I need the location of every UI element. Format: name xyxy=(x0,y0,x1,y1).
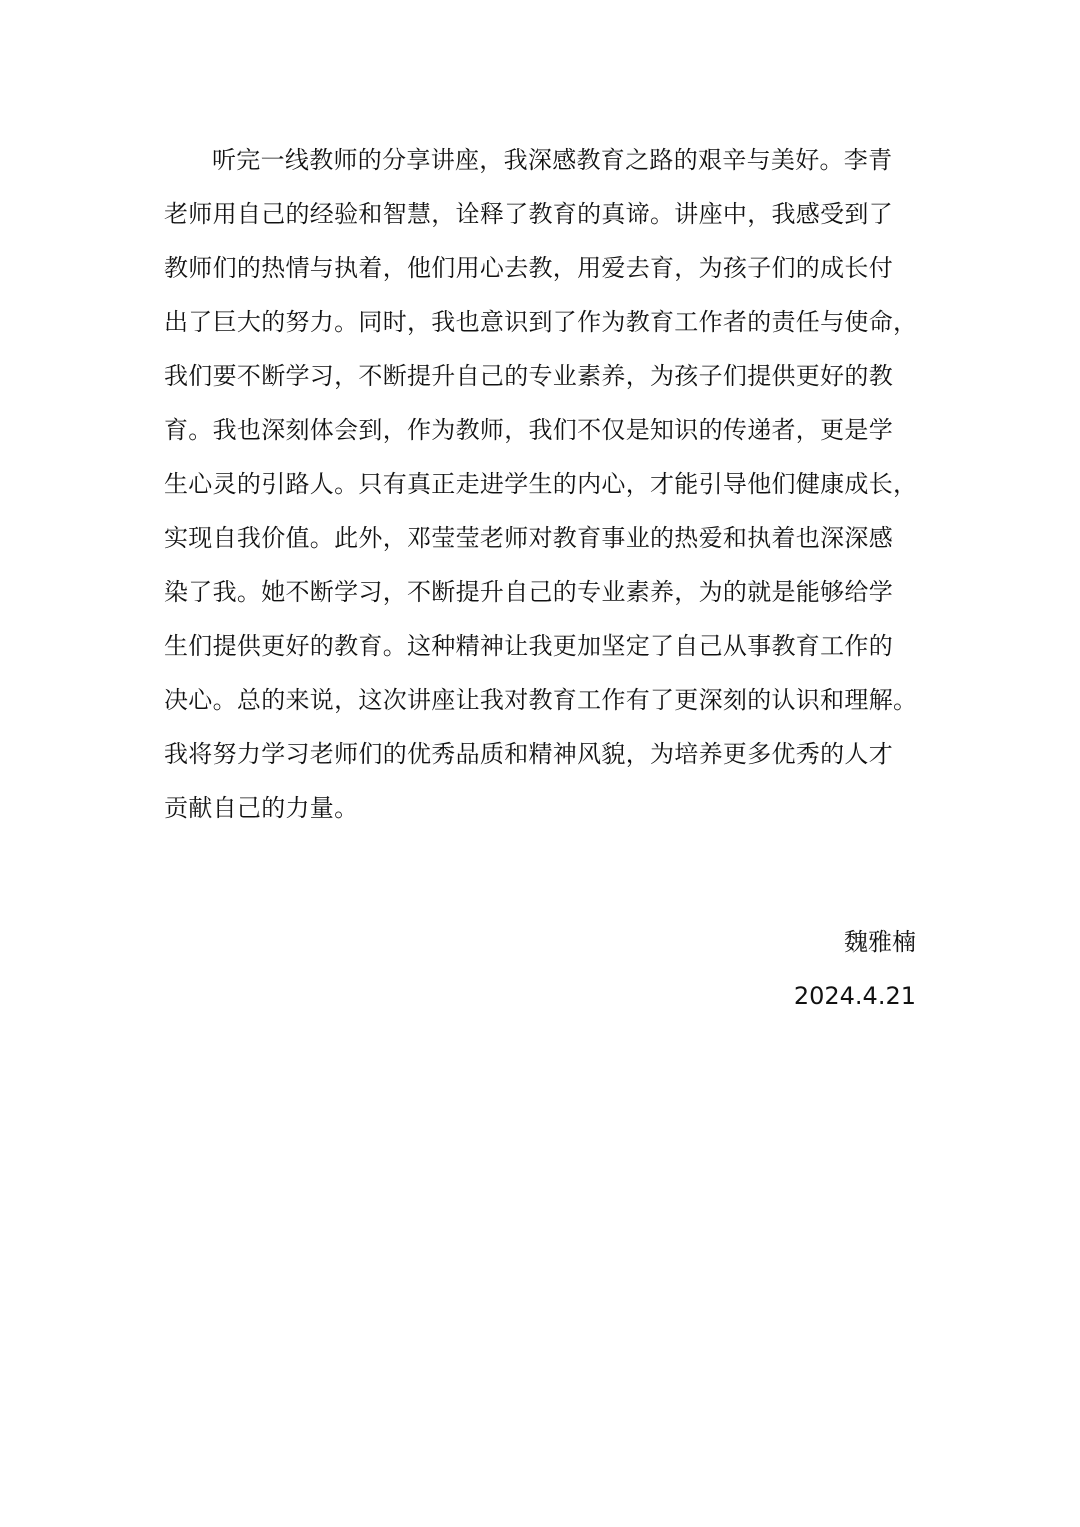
signature-block xyxy=(794,915,916,1023)
paragraph-line-10: 生们提供更好的教育。这种精神让我更加坚定了自己从事教育工作的 xyxy=(164,632,893,660)
paragraph-line-6: 育。我也深刻体会到，作为教师，我们不仅是知识的传递者，更是学 xyxy=(164,416,893,444)
paragraph-line-7: 生心灵的引路人。只有真正走进学生的内心，才能引导他们健康成长， xyxy=(164,470,918,498)
paragraph-line-1: 听完一线教师的分享讲座，我深感教育之路的艰辛与美好。李青 xyxy=(212,146,893,174)
paragraph-line-8: 实现自我价值。此外，邓莹莹老师对教育事业的热爱和执着也深深感 xyxy=(164,524,893,552)
signature-date: 2024.4.21 xyxy=(793,982,916,1010)
paragraph-line-12: 我将努力学习老师们的优秀品质和精神风貌，为培养更多优秀的人才 xyxy=(164,740,893,768)
paragraph-line-4: 出了巨大的努力。同时，我也意识到了作为教育工作者的责任与使命， xyxy=(164,308,918,336)
paragraph-line-9: 染了我。她不断学习，不断提升自己的专业素养，为的就是能够给学 xyxy=(164,578,893,606)
paragraph-line-2: 老师用自己的经验和智慧，诠释了教育的真谛。讲座中，我感受到了 xyxy=(164,200,893,228)
reflection-paragraph xyxy=(164,133,916,835)
paragraph-line-13: 贡献自己的力量。 xyxy=(164,794,359,822)
paragraph-line-3: 教师们的热情与执着，他们用心去教，用爱去育，为孩子们的成长付 xyxy=(164,254,893,282)
signature-name: 魏雅楠 xyxy=(844,928,916,956)
paragraph-line-5: 我们要不断学习，不断提升自己的专业素养，为孩子们提供更好的教 xyxy=(164,362,893,390)
paragraph-line-11: 决心。总的来说，这次讲座让我对教育工作有了更深刻的认识和理解。 xyxy=(164,686,918,714)
